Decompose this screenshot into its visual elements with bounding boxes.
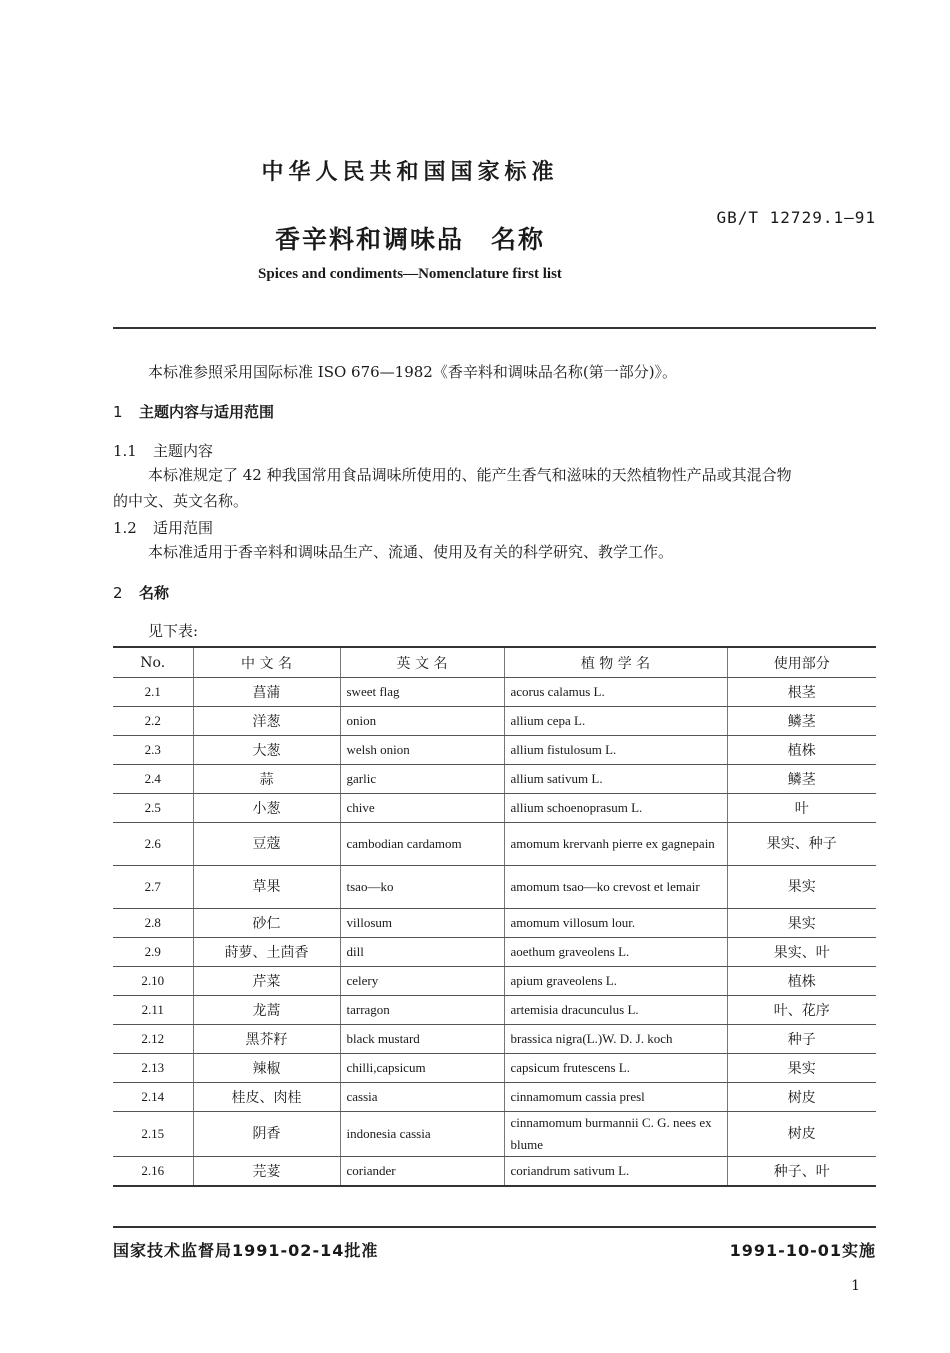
- subsection-1-2-title: 适用范围: [153, 519, 214, 537]
- table-header-row: [113, 647, 876, 678]
- table-row: [113, 866, 876, 909]
- cell-botanical-name: allium schoenoprasum L.: [504, 794, 727, 823]
- cell-no: 2.3: [113, 736, 193, 765]
- document-title-cn: 香辛料和调味品 名称: [274, 225, 545, 254]
- cell-no: 2.8: [113, 909, 193, 938]
- cell-no: 2.5: [113, 794, 193, 823]
- cell-english-name: indonesia cassia: [340, 1112, 504, 1157]
- cell-chinese-name: 洋葱: [193, 707, 340, 736]
- header-part-used: 使用部分: [727, 647, 876, 678]
- table-row: [113, 967, 876, 996]
- subsection-1-1-title: 主题内容: [153, 442, 214, 460]
- table-row: [113, 996, 876, 1025]
- header-no: No.: [113, 647, 193, 678]
- cell-botanical-name: acorus calamus L.: [504, 678, 727, 707]
- cell-botanical-name: allium fistulosum L.: [504, 736, 727, 765]
- table-row: [113, 1025, 876, 1054]
- cell-no: 2.9: [113, 938, 193, 967]
- cell-no: 2.14: [113, 1083, 193, 1112]
- approval-date: 国家技术监督局1991-02-14批准: [113, 1241, 379, 1260]
- cell-chinese-name: 龙蒿: [193, 996, 340, 1025]
- table-row: [113, 1054, 876, 1083]
- cell-botanical-name: cinnamomum cassia presl: [504, 1083, 727, 1112]
- cell-botanical-name: amomum villosum lour.: [504, 909, 727, 938]
- subsection-1-2-number: 1.2: [113, 519, 137, 537]
- cell-no: 2.2: [113, 707, 193, 736]
- cell-botanical-name: artemisia dracunculus L.: [504, 996, 727, 1025]
- cell-part-used: 果实: [727, 866, 876, 909]
- cell-part-used: 树皮: [727, 1083, 876, 1112]
- cell-chinese-name: 小葱: [193, 794, 340, 823]
- cell-part-used: 果实、种子: [727, 823, 876, 866]
- standard-type-heading: 中华人民共和国国家标准: [261, 160, 559, 185]
- effective-date: 1991-10-01实施: [729, 1241, 876, 1260]
- cell-no: 2.15: [113, 1112, 193, 1157]
- cell-english-name: villosum: [340, 909, 504, 938]
- cell-no: 2.6: [113, 823, 193, 866]
- section-2-number: 2: [113, 584, 123, 602]
- cell-chinese-name: 豆蔻: [193, 823, 340, 866]
- cell-english-name: dill: [340, 938, 504, 967]
- cell-english-name: tarragon: [340, 996, 504, 1025]
- cell-botanical-name: aoethum graveolens L.: [504, 938, 727, 967]
- cell-english-name: welsh onion: [340, 736, 504, 765]
- table-row: [113, 1157, 876, 1187]
- cell-no: 2.11: [113, 996, 193, 1025]
- cell-part-used: 叶: [727, 794, 876, 823]
- table-row: [113, 794, 876, 823]
- header-botanical-name: 植 物 学 名: [504, 647, 727, 678]
- subsection-1-2-heading: [113, 517, 213, 538]
- cell-chinese-name: 辣椒: [193, 1054, 340, 1083]
- cell-botanical-name: amomum tsao—ko crevost et lemair: [504, 866, 727, 909]
- intro-paragraph: 本标准参照采用国际标准 ISO 676—1982《香辛料和调味品名称(第一部分)》。: [148, 363, 678, 381]
- table-row: [113, 765, 876, 794]
- standard-code: GB/T 12729.1—91: [716, 208, 876, 227]
- subsection-1-1-number: 1.1: [113, 442, 137, 460]
- cell-part-used: 鳞茎: [727, 707, 876, 736]
- cell-part-used: 果实: [727, 1054, 876, 1083]
- cell-no: 2.12: [113, 1025, 193, 1054]
- table-row: [113, 707, 876, 736]
- cell-english-name: cambodian cardamom: [340, 823, 504, 866]
- section-1-title: 主题内容与适用范围: [139, 403, 275, 421]
- document-title-en: Spices and condiments—Nomenclature first list: [258, 266, 562, 282]
- cell-no: 2.16: [113, 1157, 193, 1187]
- cell-chinese-name: 黑芥籽: [193, 1025, 340, 1054]
- cell-part-used: 果实: [727, 909, 876, 938]
- cell-chinese-name: 芹菜: [193, 967, 340, 996]
- cell-english-name: onion: [340, 707, 504, 736]
- cell-chinese-name: 草果: [193, 866, 340, 909]
- table-row: [113, 736, 876, 765]
- cell-english-name: coriander: [340, 1157, 504, 1187]
- cell-botanical-name: cinnamomum burmannii C. G. nees ex blume: [504, 1112, 727, 1157]
- page-number: 1: [851, 1278, 860, 1294]
- table-row: [113, 678, 876, 707]
- cell-chinese-name: 菖蒲: [193, 678, 340, 707]
- see-table-label: 见下表:: [148, 622, 199, 640]
- cell-part-used: 果实、叶: [727, 938, 876, 967]
- cell-english-name: sweet flag: [340, 678, 504, 707]
- table-row: [113, 1112, 876, 1157]
- cell-no: 2.10: [113, 967, 193, 996]
- cell-part-used: 鳞茎: [727, 765, 876, 794]
- cell-chinese-name: 蒜: [193, 765, 340, 794]
- cell-botanical-name: coriandrum sativum L.: [504, 1157, 727, 1187]
- section-1-heading: [113, 401, 274, 422]
- cell-no: 2.13: [113, 1054, 193, 1083]
- cell-botanical-name: brassica nigra(L.)W. D. J. koch: [504, 1025, 727, 1054]
- section-1-number: 1: [113, 403, 123, 421]
- cell-no: 2.4: [113, 765, 193, 794]
- cell-part-used: 叶、花序: [727, 996, 876, 1025]
- cell-part-used: 树皮: [727, 1112, 876, 1157]
- subsection-1-2-text: 本标准适用于香辛料和调味品生产、流通、使用及有关的科学研究、教学工作。: [148, 543, 674, 561]
- section-2-title: 名称: [139, 584, 170, 602]
- cell-no: 2.1: [113, 678, 193, 707]
- table-row: [113, 938, 876, 967]
- header-english-name: 英 文 名: [340, 647, 504, 678]
- cell-botanical-name: amomum krervanh pierre ex gagnepain: [504, 823, 727, 866]
- header-chinese-name: 中 文 名: [193, 647, 340, 678]
- cell-chinese-name: 砂仁: [193, 909, 340, 938]
- section-2-heading: [113, 582, 169, 603]
- cell-no: 2.7: [113, 866, 193, 909]
- cell-part-used: 植株: [727, 967, 876, 996]
- cell-part-used: 种子、叶: [727, 1157, 876, 1187]
- cell-english-name: chilli,capsicum: [340, 1054, 504, 1083]
- subsection-1-1-text-line1: 本标准规定了 42 种我国常用食品调味所使用的、能产生香气和滋味的天然植物性产品或其混合物: [148, 466, 792, 484]
- header-divider: [113, 327, 876, 329]
- cell-chinese-name: 阴香: [193, 1112, 340, 1157]
- spice-names-table: [113, 646, 876, 1187]
- table-row: [113, 1083, 876, 1112]
- table-row: [113, 823, 876, 866]
- cell-chinese-name: 大葱: [193, 736, 340, 765]
- cell-english-name: black mustard: [340, 1025, 504, 1054]
- cell-part-used: 植株: [727, 736, 876, 765]
- cell-botanical-name: apium graveolens L.: [504, 967, 727, 996]
- subsection-1-1-text-line2: 的中文、英文名称。: [113, 492, 249, 510]
- cell-chinese-name: 莳萝、土茴香: [193, 938, 340, 967]
- cell-english-name: tsao—ko: [340, 866, 504, 909]
- cell-botanical-name: allium cepa L.: [504, 707, 727, 736]
- cell-english-name: celery: [340, 967, 504, 996]
- cell-english-name: chive: [340, 794, 504, 823]
- table-row: [113, 909, 876, 938]
- cell-chinese-name: 桂皮、肉桂: [193, 1083, 340, 1112]
- subsection-1-1-heading: [113, 440, 213, 461]
- cell-part-used: 种子: [727, 1025, 876, 1054]
- cell-english-name: garlic: [340, 765, 504, 794]
- footer-divider: [113, 1226, 876, 1228]
- cell-part-used: 根茎: [727, 678, 876, 707]
- cell-botanical-name: capsicum frutescens L.: [504, 1054, 727, 1083]
- cell-english-name: cassia: [340, 1083, 504, 1112]
- cell-botanical-name: allium sativum L.: [504, 765, 727, 794]
- cell-chinese-name: 芫荽: [193, 1157, 340, 1187]
